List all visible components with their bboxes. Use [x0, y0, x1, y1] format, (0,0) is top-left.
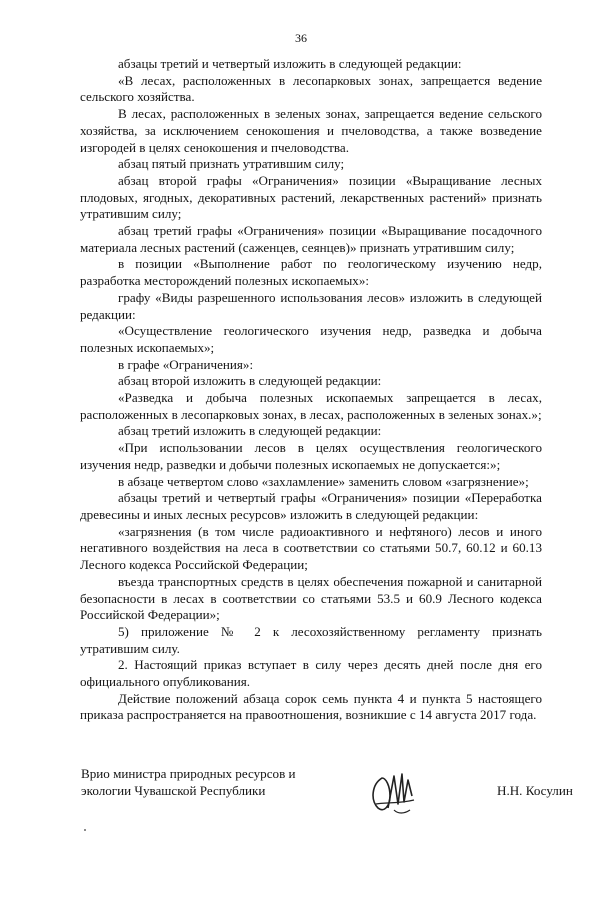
- paragraph: «Разведка и добыча полезных ископаемых запрещается в лесах, расположенных в лесопарковых зонах, в лесах, расположенных в зеленых зонах.»;: [80, 390, 542, 422]
- signatory-position: [81, 766, 311, 799]
- paragraph: графу «Виды разрешенного использования лесов» изложить в следующей редакции:: [80, 289, 542, 322]
- paragraph: Действие положений абзаца сорок семь пункта 4 и пункта 5 настоящего приказа распространяется на правоотношения, возникшие с 14 августа 2017 года.: [80, 690, 542, 723]
- paragraph: абзацы третий и четвертый графы «Ограничения» позиции «Переработка древесины и иных лесных ресурсов» изложить в следующей редакции:: [80, 490, 542, 522]
- paragraph: абзац пятый признать утратившим силу;: [118, 156, 345, 172]
- paragraph: «Осуществление геологического изучения недр, разведка и добыча полезных ископаемых»;: [80, 323, 542, 355]
- signatory-name: Н.Н. Косулин: [497, 783, 573, 798]
- paragraph: «загрязнения (в том числе радиоактивного и нефтяного) лесов и иного негативного воздействия на леса в соответствии со статьями 50.7, 60.12 и 60.13 Лесного кодекса Российской Федерации;: [80, 523, 542, 573]
- paragraph: В лесах, расположенных в зеленых зонах, запрещается ведение сельского хозяйства, за исключением сенокошения и пчеловодства, а также возведение изгородей в целях сенокошения и пчеловодства.: [80, 106, 542, 155]
- position-line: Врио министра природных ресурсов и: [81, 766, 296, 781]
- paragraph: абзацы третий и четвертый изложить в следующей редакции:: [118, 56, 462, 71]
- scan-speck: [84, 829, 86, 831]
- paragraph: 2. Настоящий приказ вступает в силу через десять дней после дня его официального опубликования.: [80, 657, 542, 690]
- handwritten-signature: [368, 766, 418, 818]
- paragraph: абзац третий изложить в следующей редакции:: [118, 423, 382, 439]
- position-line: экологии Чувашской Республики: [81, 782, 266, 798]
- paragraph: в абзаце четвертом слово «захламление» заменить словом «загрязнение»;: [118, 473, 529, 489]
- paragraph: 5) приложение № 2 к лесохозяйственному регламенту признать утратившим силу.: [80, 623, 542, 656]
- page-number: 36: [295, 31, 307, 45]
- document-body: [80, 56, 542, 724]
- paragraph: абзац третий графы «Ограничения» позиции «Выращивание посадочного материала лесных растений (саженцев, сеянцев)» признать утратившим силу;: [80, 223, 542, 255]
- paragraph: «В лесах, расположенных в лесопарковых зонах, запрещается ведение сельского хозяйства.: [80, 72, 542, 105]
- paragraph: въезда транспортных средств в целях обеспечения пожарной и санитарной безопасности в лесах в соответствии со статьями 53.5 и 60.9 Лесного кодекса Российской Федерации»;: [80, 573, 542, 623]
- paragraph: в графе «Ограничения»:: [118, 356, 254, 372]
- paragraph: абзац второй изложить в следующей редакции:: [118, 373, 382, 389]
- paragraph: в позиции «Выполнение работ по геологическому изучению недр, разработка месторождений полезных ископаемых»:: [80, 256, 542, 289]
- paragraph: «При использовании лесов в целях осуществления геологического изучения недр, разведки и добычи полезных ископаемых не допускается:»;: [80, 440, 542, 472]
- paragraph: абзац второй графы «Ограничения» позиции «Выращивание лесных плодовых, ягодных, декоративных растений, лекарственных растений» признать утратившим силу;: [80, 172, 542, 222]
